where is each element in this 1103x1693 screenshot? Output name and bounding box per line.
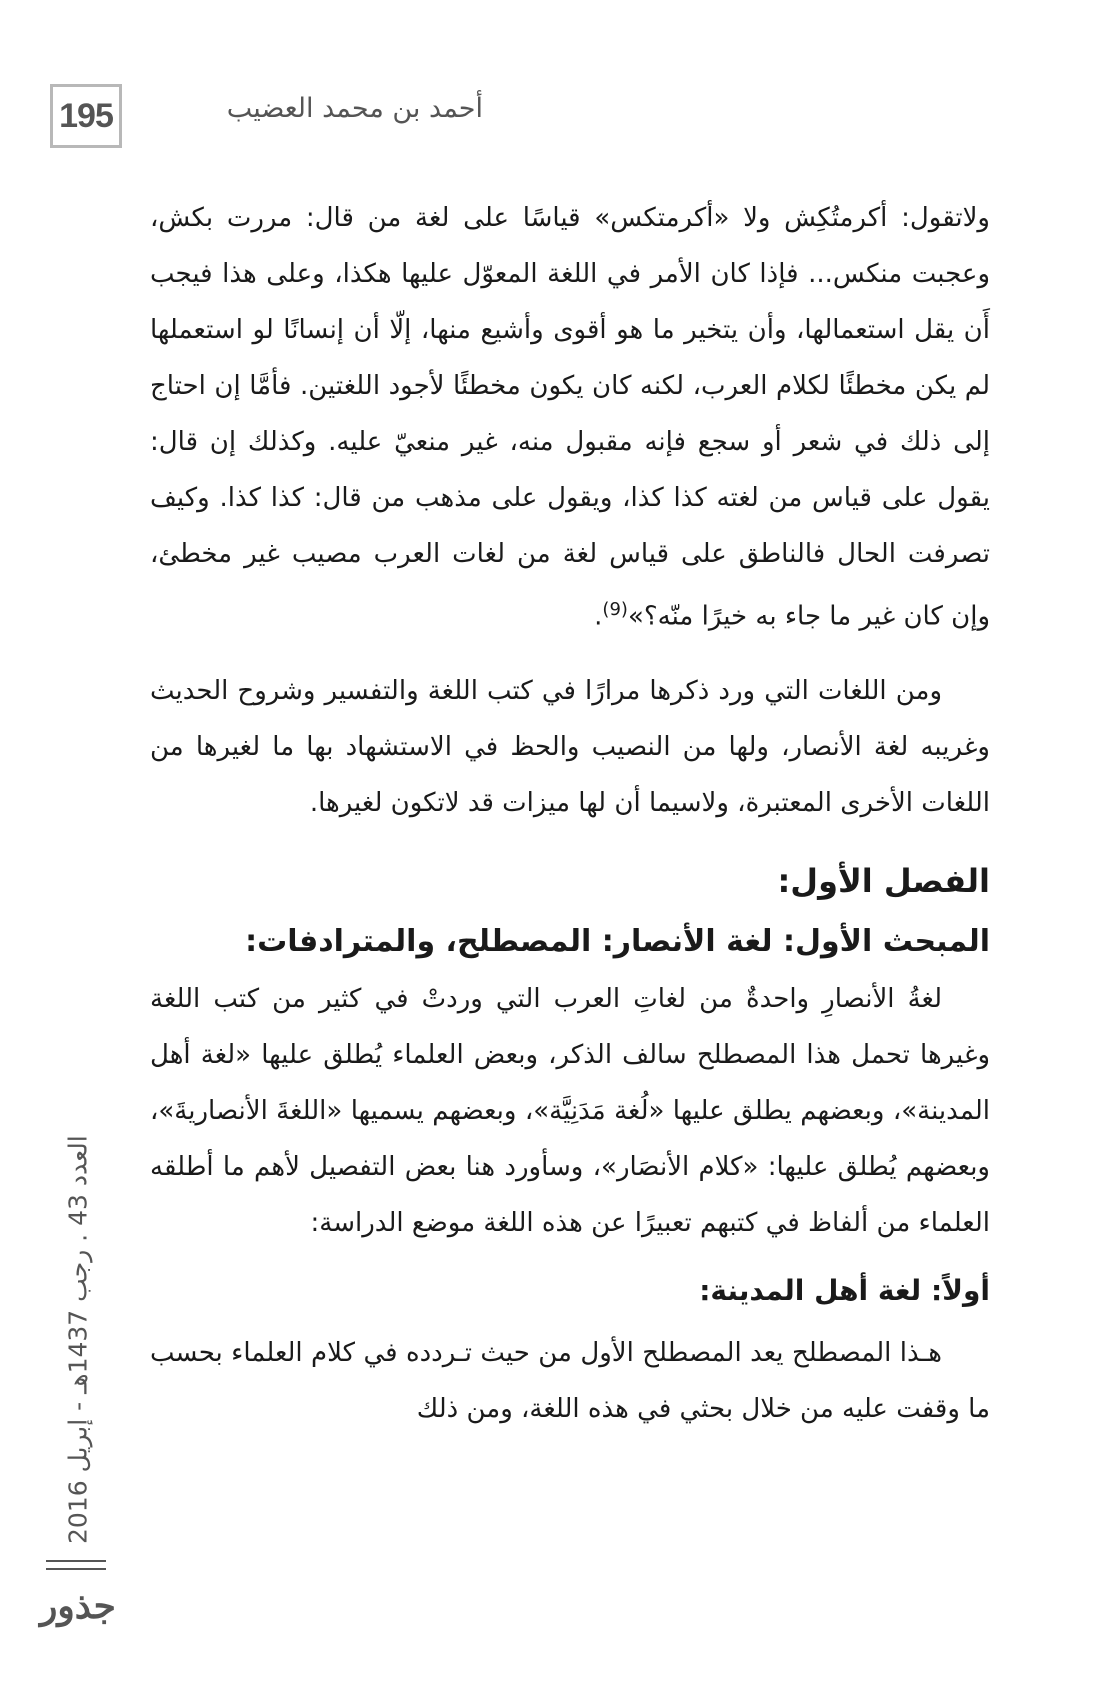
footnote-ref-9: (9) [602,599,628,620]
paragraph-2: ومن اللغات التي ورد ذكرها مرارًا في كتب اللغة والتفسير وشروح الحديث وغريبه لغة الأنصار، ولها من النصيب والحظ في الاستشهاد بها ما لغيرها من اللغات الأخرى المعتبرة، ولاسيما أن لها ميزات قد لاتكون لغيرها. [150,675,990,818]
page-number: 195 [59,96,113,135]
paragraph-4: هـذا المصطلح يعد المصطلح الأول من حيث تـردده في كلام العلماء بحسب ما وقفت عليه من خلال بحثي في هذه اللغة، ومن ذلك [150,1337,990,1424]
paragraph-1 [150,190,990,645]
paragraph-3: لغةُ الأنصارِ واحدةٌ من لغاتِ العرب التي وردتْ في كثير من كتب اللغة وغيرها تحمل هذا المصطلح سالف الذكر، وبعض العلماء يُطلق عليها «لغة أهل المدينة»، وبعضهم يطلق عليها «لُغة مَدَنِيَّة»، وبعضهم يسميها «اللغةَ الأنصاريةَ»، وبعضهم يُطلق عليها: «كلام الأنصَار»، وسأورد هنا بعض التفصيل لأهم ما أطلقه العلماء من ألفاظ في كتبهم تعبيرًا عن هذه اللغة موضع الدراسة: [150,983,990,1238]
paragraph-1-text: ولاتقول: أكرمتُكِش ولا «أكرمتكس» قياسًا على لغة من قال: مررت بكش، وعجبت منكس... فإذا كان الأمر في اللغة المعوّل عليها هكذا، وعلى هذا فيجب أَن يقل استعمالها، وأن يتخير ما هو أقوى وأشيع منها، إلّا أن إنسانًا لو استعملها لم يكن مخطئًا لكلام العرب، لكنه كان يكون مخطئًا لأجود اللغتين. فأمَّا إن احتاج إلى ذلك في شعر أو سجع فإنه مقبول منه، غير منعيّ عليه. وكذلك إن قال: يقول على قياس من لغته كذا كذا، ويقول على مذهب من قال: كذا كذا. وكيف تصرفت الحال فالناطق على قياس لغة من لغات العرب مصيب غير مخطئ، وإن كان غير ما جاء به خيرًا منّه؟» [150,203,990,632]
issue-info-vertical: العدد 43 . رجب 1437هـ - إبريل 2016 [63,1135,93,1545]
chapter-heading: الفصل الأول: [777,861,990,900]
journal-logo: جذور [40,1585,116,1627]
page-number-box [50,84,122,148]
sub-heading: أولاً: لغة أهل المدينة: [699,1273,990,1307]
running-head-author: أحمد بن محمد العضيب [226,93,483,124]
body-column [150,190,990,1437]
margin-divider [46,1560,106,1570]
section-heading: المبحث الأول: لغة الأنصار: المصطلح، والمترادفات: [245,923,990,959]
paragraph-1-end: . [594,601,603,632]
